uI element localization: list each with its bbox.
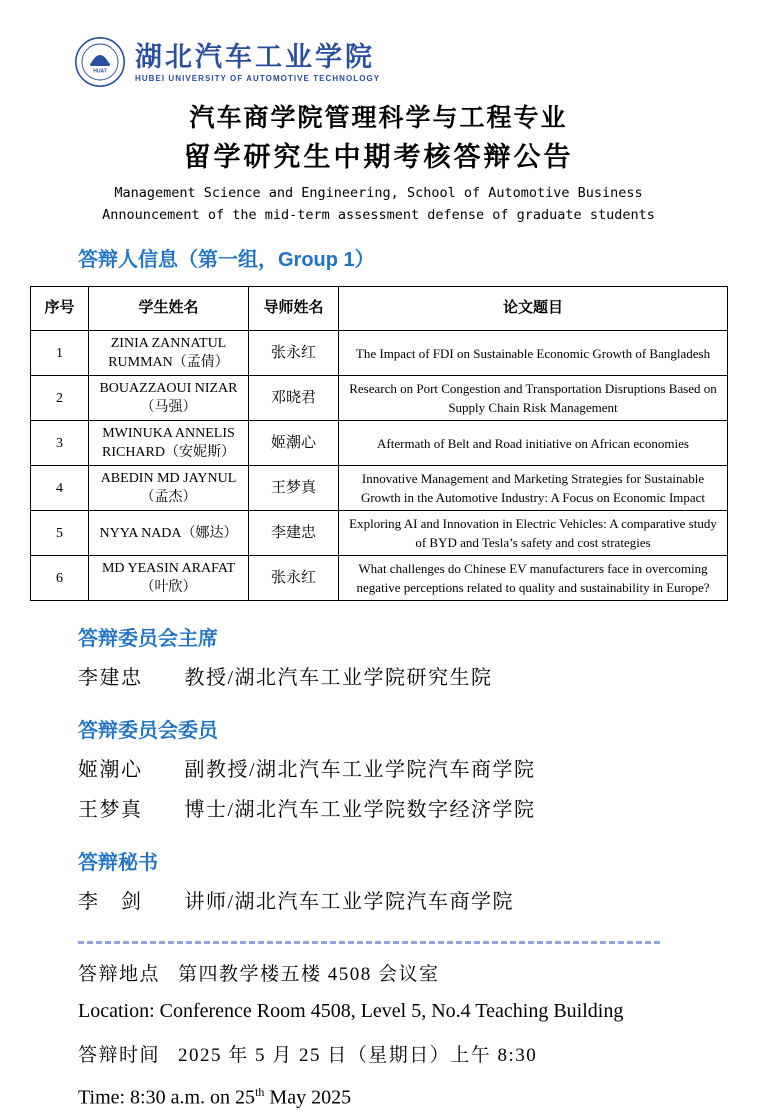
university-name-en: HUBEI UNIVERSITY OF AUTOMOTIVE TECHNOLOGY: [135, 73, 381, 83]
emblem-label: HUAT: [93, 68, 107, 75]
cell-thesis-title: Innovative Management and Marketing Strategies for Sustainable Growth in the Automotive Industry: A Focus on Economic Impact: [339, 466, 728, 511]
university-emblem-icon: [74, 36, 126, 88]
time-en-suffix: May 2025: [264, 1086, 352, 1109]
cell-serial-number: 5: [31, 511, 89, 556]
cell-serial-number: 6: [31, 556, 89, 601]
cell-student-name: NYYA NADA（娜达）: [89, 511, 249, 556]
university-logo: [74, 34, 757, 90]
secretary-line: [78, 888, 757, 917]
cell-supervisor-name: 张永红: [249, 556, 339, 601]
time-en-prefix: Time: 8:30 a.m. on 25: [78, 1086, 256, 1109]
cell-student-name: BOUAZZAOUI NIZAR （马强）: [89, 376, 249, 421]
page-title-en: [0, 182, 757, 226]
cell-thesis-title: Exploring AI and Innovation in Electric Vehicles: A comparative study of BYD and Tesla’s safety and cost strategies: [339, 511, 728, 556]
time-en-ordinal: th: [255, 1085, 265, 1099]
table-row: [31, 376, 728, 421]
venue-line-cn: [78, 961, 757, 988]
page-title-en-line1: Management Science and Engineering, School of Automotive Business: [114, 185, 643, 201]
person-role: 博士/湖北汽车工业学院数字经济学院: [184, 799, 536, 821]
cell-serial-number: 2: [31, 376, 89, 421]
secretary-heading: 答辩秘书: [78, 852, 158, 874]
cell-supervisor-name: 邓晓君: [249, 376, 339, 421]
defenders-table: [30, 286, 728, 601]
col-header-thesis: 论文题目: [339, 287, 728, 331]
dashed-divider: [78, 941, 660, 944]
table-row: [31, 466, 728, 511]
time-value: 2025 年 5 月 25 日（星期日）上午 8:30: [178, 1045, 538, 1066]
venue-value: 第四教学楼五楼 4508 会议室: [178, 964, 440, 985]
page-title-cn-line2: 留学研究生中期考核答辩公告: [183, 142, 574, 172]
time-line-cn: [78, 1042, 757, 1069]
page-title-cn-line1: 汽车商学院管理科学与工程专业: [189, 104, 568, 132]
cell-supervisor-name: 张永红: [249, 331, 339, 376]
venue-label: 答辩地点: [78, 964, 161, 985]
person-role: 教授/湖北汽车工业学院研究生院: [184, 667, 493, 689]
committee-chair-line: [78, 664, 757, 693]
table-row: [31, 556, 728, 601]
cell-supervisor-name: 王梦真: [249, 466, 339, 511]
cell-serial-number: 3: [31, 421, 89, 466]
table-row: [31, 511, 728, 556]
cell-supervisor-name: 姬潮心: [249, 421, 339, 466]
col-header-student: 学生姓名: [89, 287, 249, 331]
cell-supervisor-name: 李建忠: [249, 511, 339, 556]
cell-serial-number: 4: [31, 466, 89, 511]
committee-member-line: [78, 796, 757, 825]
cell-student-name: MD YEASIN ARAFAT （叶欣）: [89, 556, 249, 601]
cell-student-name: ABEDIN MD JAYNUL （孟杰）: [89, 466, 249, 511]
person-name: 王梦真: [78, 799, 143, 821]
person-name: 李建忠: [78, 667, 143, 689]
person-role: 副教授/湖北汽车工业学院汽车商学院: [184, 759, 536, 781]
university-logo-text: [135, 42, 380, 83]
col-header-supervisor: 导师姓名: [249, 287, 339, 331]
time-label: 答辩时间: [78, 1045, 161, 1066]
person-name: 李 剑: [78, 891, 143, 913]
col-header-no: 序号: [31, 287, 89, 331]
cell-student-name: MWINUKA ANNELIS RICHARD（安妮斯）: [89, 421, 249, 466]
table-header-row: [31, 287, 728, 331]
defenders-table-body: [31, 331, 728, 601]
venue-line-en: Location: Conference Room 4508, Level 5, No.4 Teaching Building: [78, 1000, 624, 1022]
cell-student-name: ZINIA ZANNATUL RUMMAN（孟倩）: [89, 331, 249, 376]
committee-members-heading: 答辩委员会委员: [78, 720, 218, 742]
cell-thesis-title: Aftermath of Belt and Road initiative on African economies: [339, 421, 728, 466]
table-row: [31, 331, 728, 376]
person-name: 姬潮心: [78, 759, 143, 781]
cell-thesis-title: Research on Port Congestion and Transportation Disruptions Based on Supply Chain Risk Management: [339, 376, 728, 421]
page-title-en-line2: Announcement of the mid-term assessment defense of graduate students: [102, 207, 655, 223]
defenders-heading: 答辩人信息（第一组，Group 1）: [78, 249, 375, 271]
committee-member-line: [78, 756, 757, 785]
table-row: [31, 421, 728, 466]
university-name-cn: 湖北汽车工业学院: [135, 41, 375, 72]
committee-chair-heading: 答辩委员会主席: [78, 628, 218, 650]
cell-thesis-title: The Impact of FDI on Sustainable Economic Growth of Bangladesh: [339, 331, 728, 376]
cell-thesis-title: What challenges do Chinese EV manufacturers face in overcoming negative perceptions related to quality and sustainability in Europe?: [339, 556, 728, 601]
person-role: 讲师/湖北汽车工业学院汽车商学院: [184, 891, 515, 913]
time-line-en: [78, 1078, 757, 1112]
cell-serial-number: 1: [31, 331, 89, 376]
